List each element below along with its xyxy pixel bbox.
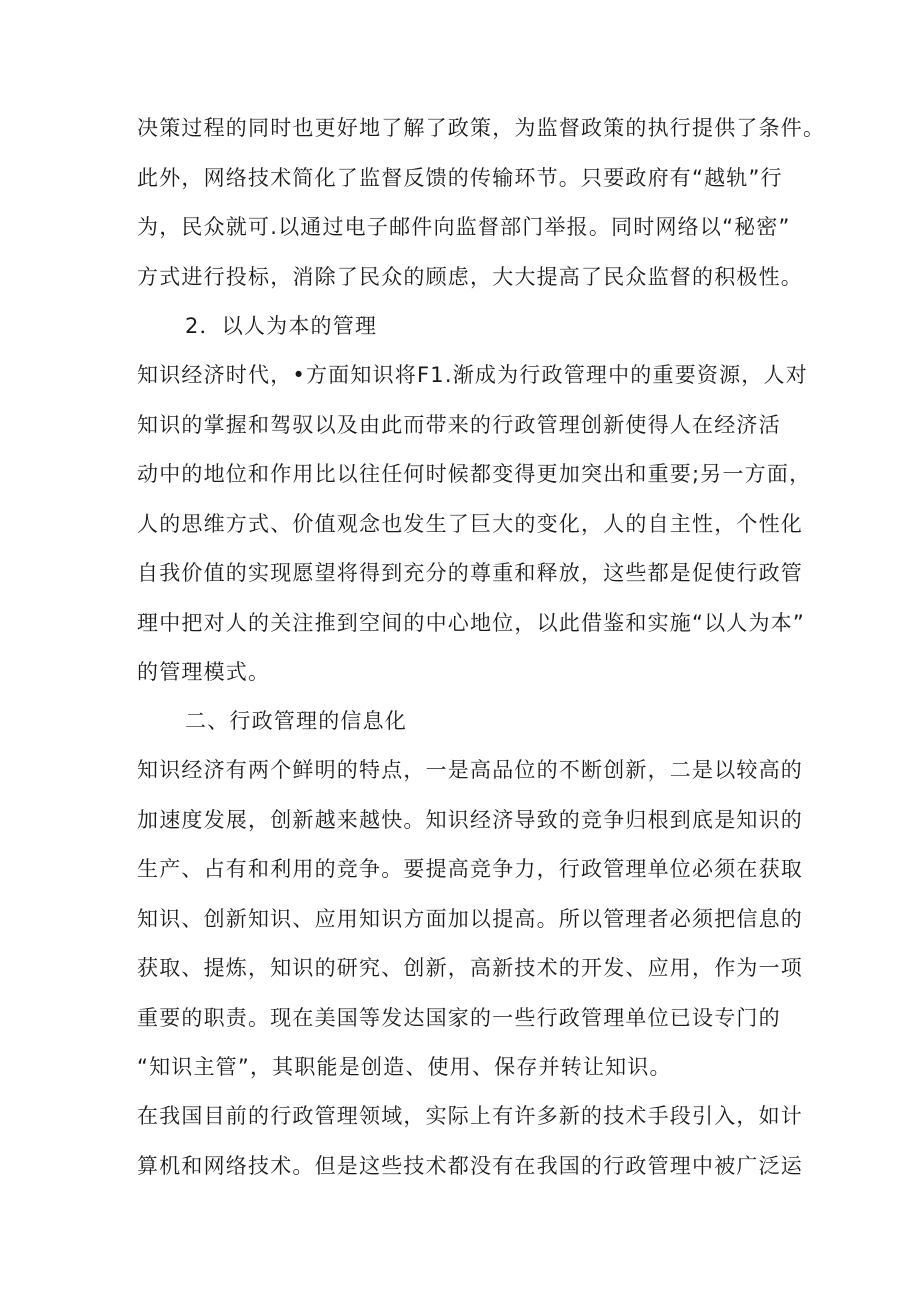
text-line-2: 此外，网络技术简化了监督反馈的传输环节。只要政府有“越轨”行 — [137, 166, 783, 190]
text-line-4: 方式进行投标，消除了民众的顾虑，大大提高了民众监督的积极性。 — [137, 265, 803, 289]
text-line-18: 获取、提炼，知识的研究、创新，高新技术的开发、应用，作为一项 — [137, 956, 803, 980]
text-line-14: 知识经济有两个鲜明的特点，一是高品位的不断创新，二是以较高的 — [137, 758, 803, 782]
text-line-12: 的管理模式。 — [137, 660, 271, 684]
text-line-8: 动中的地位和作用比以往任何时候都变得更加突出和重要;另一方面， — [137, 462, 812, 486]
section-heading-info: 二、行政管理的信息化 — [185, 709, 407, 733]
text-line-17: 知识、创新知识、应用知识方面加以提高。所以管理者必须把信息的 — [137, 907, 803, 931]
text-line-9: 人的思维方式、价值观念也发生了巨大的变化，人的自主性，个性化 — [137, 512, 803, 536]
section-heading-2: 2．以人为本的管理 — [185, 314, 378, 338]
text-line-22: 算机和网络技术。但是这些技术都没有在我国的行政管理中被广泛运 — [137, 1154, 803, 1178]
text-line-11: 理中把对人的关注推到空间的中心地位，以此借鉴和实施“以人为本” — [137, 611, 805, 635]
text-line-15: 加速度发展，创新越来越快。知识经济导致的竞争归根到底是知识的 — [137, 808, 803, 832]
text-line-3: 为，民众就可.以通过电子邮件向监督部门举报。同时网络以“秘密” — [137, 215, 791, 239]
text-line-20: “知识主管”，其职能是创造、使用、保存并转让知识。 — [137, 1055, 672, 1079]
text-line-6: 知识经济时代，•方面知识将F1.渐成为行政管理中的重要资源，人对 — [137, 363, 808, 387]
text-line-10: 自我价值的实现愿望将得到充分的尊重和释放，这些都是促使行政管 — [137, 561, 803, 585]
text-line-1: 决策过程的同时也更好地了解了政策，为监督政策的执行提供了条件。 — [137, 116, 826, 140]
text-line-7: 知识的掌握和驾驭以及由此而带来的行政管理创新使得人在经济活 — [137, 413, 781, 437]
text-line-19: 重要的职责。现在美国等发达国家的一些行政管理单位已设专门的 — [137, 1006, 781, 1030]
text-line-21: 在我国目前的行政管理领域，实际上有许多新的技术手段引入，如计 — [137, 1104, 803, 1128]
text-line-16: 生产、占有和利用的竞争。要提高竞争力，行政管理单位必须在获取 — [137, 857, 803, 881]
